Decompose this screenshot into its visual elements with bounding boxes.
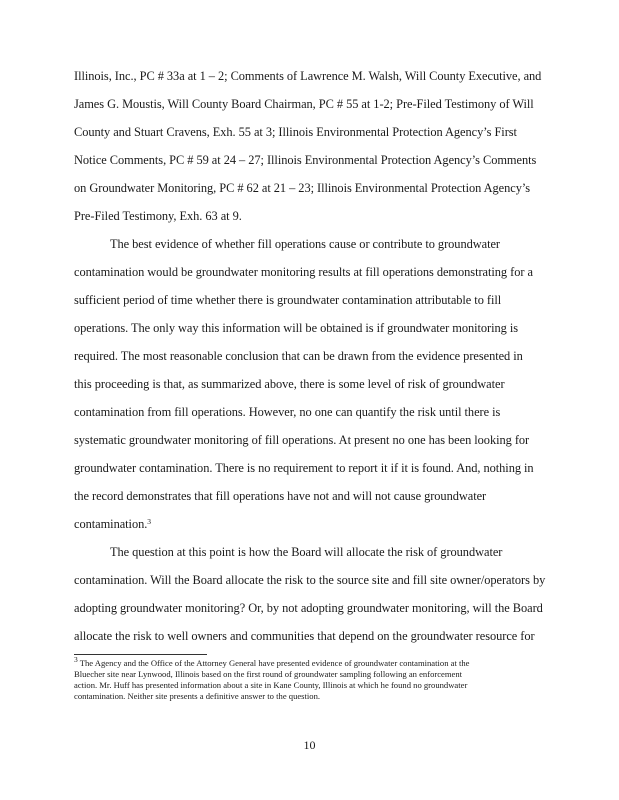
body-line-20: adopting groundwater monitoring? Or, by not adopting groundwater monitoring, will the Board xyxy=(74,601,543,615)
body-line-17 xyxy=(74,517,151,531)
body-line-6: Pre-Filed Testimony, Exh. 63 at 9. xyxy=(74,209,242,223)
footnote-reference[interactable]: 3 xyxy=(147,517,151,527)
body-line-14: systematic groundwater monitoring of fill operations. At present no one has been looking for xyxy=(74,433,530,447)
body-line-10: operations. The only way this information will be obtained is if groundwater monitoring is xyxy=(74,321,519,335)
body-line-11: required. The most reasonable conclusion that can be drawn from the evidence presented in xyxy=(74,349,523,363)
body-line-19: contamination. Will the Board allocate the risk to the source site and fill site owner/operators by xyxy=(74,573,546,587)
footnote-number: 3 xyxy=(74,655,78,665)
body-line-3: County and Stuart Cravens, Exh. 55 at 3; Illinois Environmental Protection Agency’s First xyxy=(74,125,517,139)
body-line-2: James G. Moustis, Will County Board Chairman, PC # 55 at 1-2; Pre-Filed Testimony of Will xyxy=(74,97,534,111)
body-line-5: on Groundwater Monitoring, PC # 62 at 21 – 23; Illinois Environmental Protection Agency’s xyxy=(74,181,531,195)
body-line-16: the record demonstrates that fill operations have not and will not cause groundwater xyxy=(74,489,487,503)
body-line-12: this proceeding is that, as summarized above, there is some level of risk of groundwater xyxy=(74,377,505,391)
body-line-18: The question at this point is how the Board will allocate the risk of groundwater xyxy=(110,545,503,559)
body-line-13: contamination from fill operations. However, no one can quantify the risk until there is xyxy=(74,405,501,419)
body-line-8: contamination would be groundwater monitoring results at fill operations demonstrating for a xyxy=(74,265,533,279)
body-line-17-text: contamination. xyxy=(74,517,148,531)
body-line-9: sufficient period of time whether there is groundwater contamination attributable to fill xyxy=(74,293,502,307)
footnote-divider xyxy=(74,654,207,655)
footnote-line-3: action. Mr. Huff has presented information about a site in Kane County, Illinois at which he found no groundwater xyxy=(74,680,468,690)
footnote-line-1-text: The Agency and the Office of the Attorney General have presented evidence of groundwater contamination at the xyxy=(77,658,470,668)
body-line-7: The best evidence of whether fill operations cause or contribute to groundwater xyxy=(110,237,500,251)
body-line-4: Notice Comments, PC # 59 at 24 – 27; Illinois Environmental Protection Agency’s Comments xyxy=(74,153,537,167)
body-line-15: groundwater contamination. There is no requirement to report it if it is found. And, nothing in xyxy=(74,461,534,475)
page-number: 10 xyxy=(303,738,316,752)
footnote-line-2: Bluecher site near Lynwood, Illinois based on the first round of groundwater sampling following an enforcement xyxy=(74,669,463,679)
footnote-line-4: contamination. Neither site presents a definitive answer to the question. xyxy=(74,691,321,701)
footnote-line-1 xyxy=(74,655,470,668)
body-line-1: Illinois, Inc., PC # 33a at 1 – 2; Comments of Lawrence M. Walsh, Will County Executive, and xyxy=(74,69,542,83)
body-line-21: allocate the risk to well owners and communities that depend on the groundwater resource for xyxy=(74,629,535,643)
